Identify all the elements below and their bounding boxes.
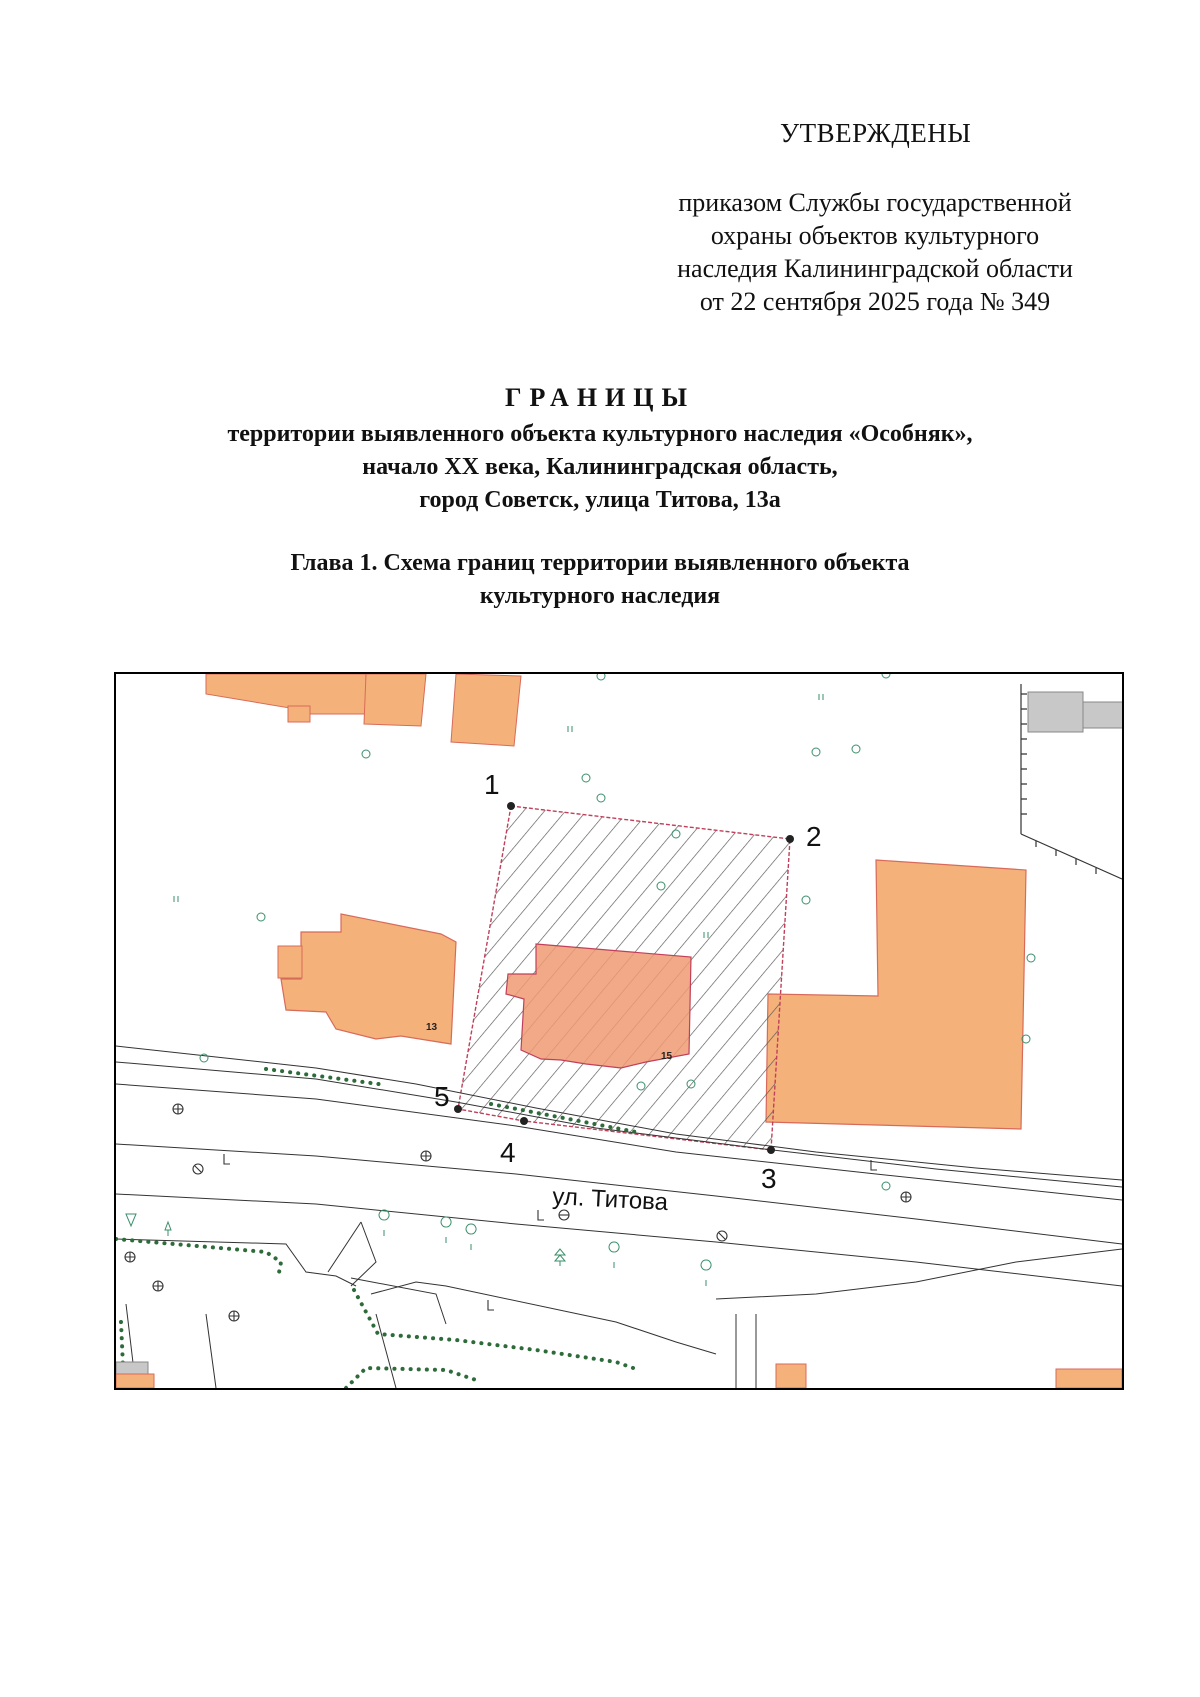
utility-symbols [125, 1104, 911, 1321]
chapter-line: культурного наследия [479, 583, 721, 609]
boundary-point-5 [454, 1105, 462, 1113]
boundary-point-4 [520, 1117, 528, 1125]
street-label: ул. Титова [551, 1183, 669, 1217]
building-bottom-right [1056, 1369, 1122, 1388]
boundary-map [114, 672, 1124, 1390]
subtitle-line: территории выявленного объекта культурного наследия «Особняк», [227, 421, 973, 447]
point-label-2: 2 [806, 821, 822, 852]
order-line: охраны объектов культурного [710, 221, 1040, 250]
order-reference [640, 186, 1110, 318]
order-line: приказом Службы государственной [678, 188, 1072, 217]
chapter-line: Глава 1. Схема границ территории выявленного объекта [290, 550, 910, 576]
point-label-5: 5 [434, 1081, 450, 1112]
map-canvas [116, 674, 1122, 1388]
building-bottom-mid [776, 1364, 806, 1388]
boundary-point-1 [507, 802, 515, 810]
point-label-1: 1 [484, 769, 500, 800]
document-title: ГРАНИЦЫ [504, 383, 696, 412]
subtitle-line: город Советск, улица Титова, 13а [419, 487, 781, 513]
subtitle-line: начало XX века, Калининградская область, [362, 454, 838, 480]
building-top-left [206, 674, 521, 746]
building-large-right [766, 860, 1026, 1129]
document-subtitle [100, 418, 1100, 517]
boundary-point-3 [767, 1146, 775, 1154]
chapter-heading [150, 547, 1050, 613]
building-13 [278, 914, 456, 1044]
point-label-4: 4 [500, 1137, 516, 1168]
building-bottom-left-orange [116, 1374, 154, 1388]
approval-stamp: УТВЕРЖДЕНЫ [780, 118, 972, 148]
building-top-right [1028, 692, 1122, 732]
order-line: наследия Калининградской области [677, 254, 1073, 283]
order-line: от 22 сентября 2025 года № 349 [699, 287, 1051, 316]
building-number: 15 [661, 1051, 673, 1062]
building-number: 13 [426, 1022, 438, 1033]
point-label-3: 3 [761, 1163, 777, 1194]
boundary-point-2 [786, 835, 794, 843]
